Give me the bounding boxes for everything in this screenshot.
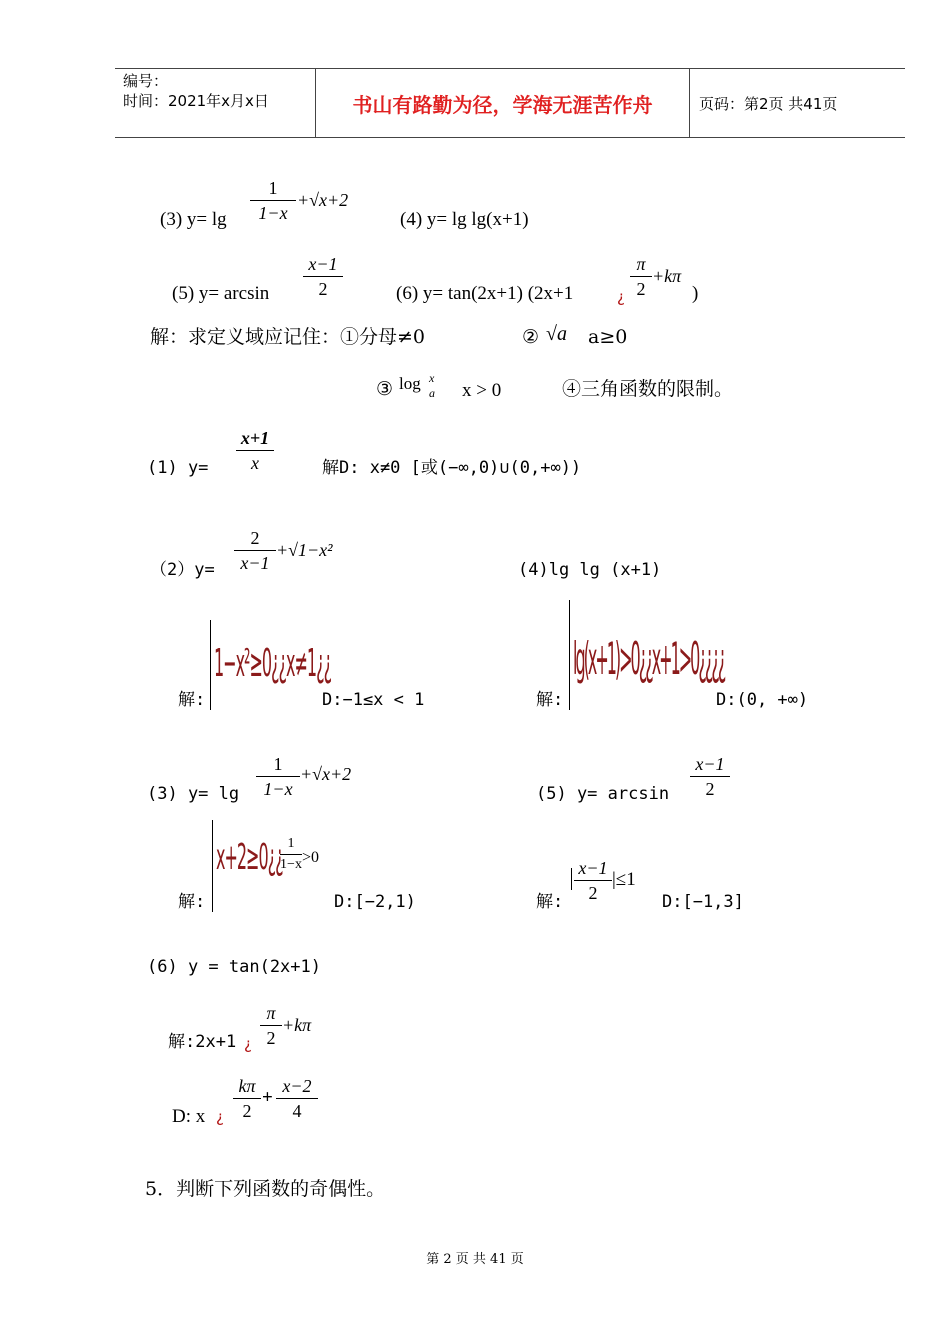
rule-4: ④三角函数的限制。 <box>562 378 734 400</box>
rule-2-circle: ② <box>522 326 540 348</box>
problem-6-label: (6) y= tan(2x+1) (2x+1 <box>396 283 574 304</box>
solution-6-fraction: $\frac{\pi}{2}$ <box>260 1003 282 1048</box>
solution-4-domain: D:(0, +∞) <box>716 690 809 710</box>
solution-6-plus: + <box>262 1087 273 1108</box>
solution-4-label: (4)lg lg (x+1) <box>518 560 662 580</box>
solution-2-label: （2）y= <box>150 560 215 580</box>
solution-5-domain: D:[−1,3] <box>662 892 744 912</box>
solution-3-domain: D:[−2,1) <box>334 892 416 912</box>
rule-2-root: √a <box>546 323 567 345</box>
solution-6-label: (6) y = tan(2x+1) <box>147 957 321 977</box>
problem-3-label: (3) y= lg <box>160 209 227 230</box>
solution-3-brace-line <box>212 820 213 912</box>
solution-2-jie: 解: <box>178 690 206 710</box>
page-header <box>115 68 905 138</box>
problem-3-fraction: $\frac{1}{1-x}$ <box>250 178 296 223</box>
solution-6-domain-label: D: x <box>172 1106 206 1127</box>
header-meta <box>123 71 269 111</box>
solution-5-abs-tail: |≤1 <box>612 869 636 890</box>
problem-5-fraction: $\frac{x-1}{2}$ <box>303 254 343 299</box>
header-page-info: 页码：第2页 共41页 <box>699 95 838 113</box>
rule-3-log: log <box>399 374 421 393</box>
rule-3-circle: ③ <box>376 378 394 400</box>
solution-1-label: (1) y= <box>147 458 209 478</box>
rule-3-sub: a <box>429 386 435 400</box>
solution-3-jie: 解: <box>178 892 206 912</box>
solution-4-jie: 解: <box>536 690 564 710</box>
rule-3-condition: x > 0 <box>462 380 502 401</box>
solution-6-tail: +kπ <box>282 1015 312 1035</box>
solution-6-jie: 解:2x+1 <box>168 1032 237 1052</box>
rule-2-condition: a≥0 <box>588 326 628 348</box>
page-footer: 第 2 页 共 41 页 <box>426 1252 524 1267</box>
solution-5-fraction: $\frac{x-1}{2}$ <box>690 754 730 799</box>
solution-5-label: (5) y= arcsin <box>536 784 670 804</box>
solution-5-abs-fraction: $\frac{x-1}{2}$ <box>574 858 612 903</box>
solution-5-jie: 解: <box>536 892 564 912</box>
solution-4-brace-line <box>569 600 570 710</box>
solution-3-gt: >0 <box>302 849 320 866</box>
solution-3-tail: +√x+2 <box>300 764 352 784</box>
solution-4-brace-content: lg(x+1)>0¿¿x+1>0¿¿¿¿ <box>573 632 725 686</box>
solution-2-domain: D:−1≤x < 1 <box>322 690 425 710</box>
solution-2-fraction: $\frac{2}{x-1}$ <box>234 528 276 573</box>
solution-5-abs-bar <box>571 868 572 890</box>
solution-1-fraction: $\frac{x+1}{x}$ <box>236 428 274 473</box>
rule-3-sup: x <box>429 371 435 385</box>
solution-3-brace-content: x+2≥0¿¿ <box>216 836 283 878</box>
problem-3-tail: +√x+2 <box>297 190 349 210</box>
solution-3-fraction: $\frac{1}{1-x}$ <box>256 754 300 799</box>
solution-6-domain-fraction-1: $\frac{k\pi}{2}$ <box>233 1076 261 1121</box>
solution-2-brace-content: 1−x²≥0¿¿x≠1¿¿ <box>214 640 332 686</box>
problem-5-label: (5) y= arcsin <box>172 283 270 304</box>
solution-3-label: (3) y= lg <box>147 784 240 804</box>
solution-6-domain-fraction-2: $\frac{x-2}{4}$ <box>276 1076 318 1121</box>
solution-2-tail: +√1−x² <box>276 540 333 560</box>
problem-6-tail: +kπ <box>652 266 682 286</box>
rules-intro: 解：求定义域应记住：①分母≠0 <box>150 326 426 348</box>
problem-4-label: (4) y= lg lg(x+1) <box>400 209 529 230</box>
solution-3-brace-fraction: $\frac{1}{1-x}$ <box>280 836 302 872</box>
problem-6-fraction: $\frac{\pi}{2}$ <box>630 254 652 299</box>
solution-6-domain-symbol: ¿ <box>216 1108 224 1126</box>
solution-1-domain: 解D: x≠0 [或(−∞,0)∪(0,+∞)) <box>322 458 582 478</box>
question-5-heading: 5．判断下列函数的奇偶性。 <box>145 1178 386 1200</box>
header-divider <box>689 69 690 137</box>
header-motto: 书山有路勤为径，学海无涯苦作舟 <box>352 93 653 117</box>
solution-6-symbol: ¿ <box>244 1035 252 1053</box>
solution-2-brace-line <box>210 620 211 710</box>
header-number-label: 编号： <box>123 72 169 90</box>
problem-6-close: ) <box>692 283 699 304</box>
header-time-label: 时间：2021年x月x日 <box>123 92 269 110</box>
problem-6-symbol: ¿ <box>617 288 625 306</box>
